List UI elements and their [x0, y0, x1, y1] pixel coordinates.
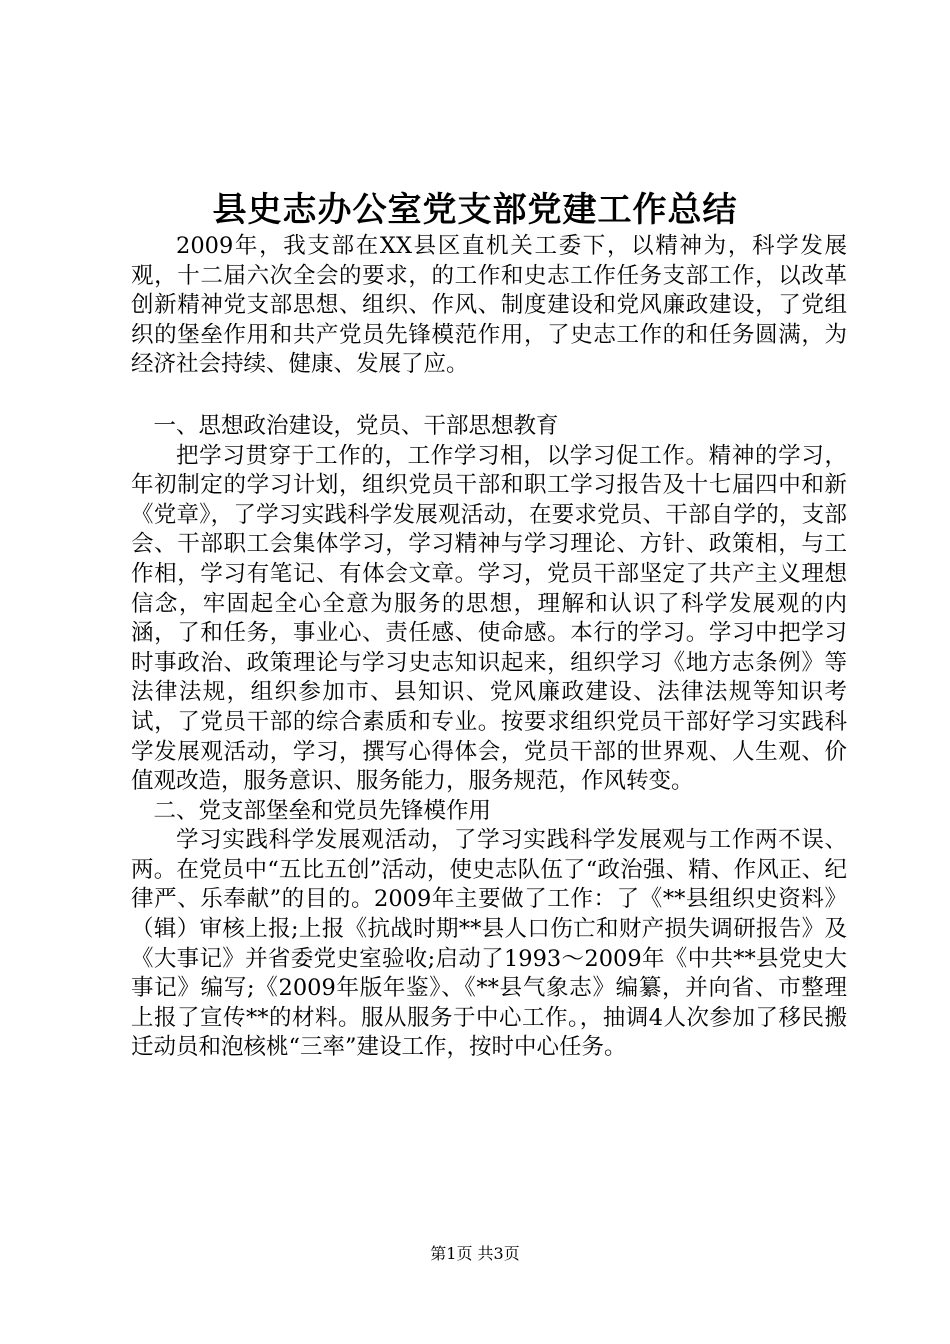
document-body	[131, 232, 847, 1063]
section-paragraph-2: 学习实践科学发展观活动，了学习实践科学发展观与工作两不误、两。在党员中“五比五创”活动，使史志队伍了“政治强、精、作风正、纪律严、乐奉献”的目的。2009年主要做了工作：了《**县组织史资料》（辑）审核上报;上报《抗战时期**县人口伤亡和财产损失调研报告》及《大事记》并省委党史室验收;启动了1993～2009年《中共**县党史大事记》编写;《2009年版年鉴》、《**县气象志》编纂，并向省、市整理上报了宣传**的材料。服从服务于中心工作。，抽调4人次参加了移民搬迁动员和泡核桃“三率”建设工作，按时中心任务。	[131, 827, 847, 1061]
document-title: 县史志办公室党支部党建工作总结	[212, 190, 738, 230]
intro-paragraph: 2009年，我支部在XX县区直机关工委下，以精神为，科学发展观，十二届六次全会的要求，的工作和史志工作任务支部工作，以改革创新精神党支部思想、组织、作风、制度建设和党风廉政建设，了党组织的堡垒作用和共产党员先锋模范作用，了史志工作的和任务圆满，为经济社会持续、健康、发展了应。	[131, 233, 847, 378]
page-number-footer: 第1页 共3页	[430, 1244, 520, 1263]
section-paragraph-1: 把学习贯穿于工作的，工作学习相，以学习促工作。精神的学习，年初制定的学习计划，组织党员干部和职工学习报告及十七届四中和新《党章》，了学习实践科学发展观活动，在要求党员、干部自学的，支部会、干部职工会集体学习，学习精神与学习理论、方针、政策相，与工作相，学习有笔记、有体会文章。学习，党员干部坚定了共产主义理想信念，牢固起全心全意为服务的思想，理解和认识了科学发展观的内涵，了和任务，事业心、责任感、使命感。本行的学习。学习中把学习时事政治、政策理论与学习史志知识起来，组织学习《地方志条例》等法律法规，组织参加市、县知识、党风廉政建设、法律法规等知识考试，了党员干部的综合素质和专业。按要求组织党员干部好学习实践科学发展观活动，学习，撰写心得体会，党员干部的世界观、人生观、价值观改造，服务意识、服务能力，服务规范，作风转变。	[131, 442, 847, 795]
section-heading-2: 二、党支部堡垒和党员先锋模作用	[153, 797, 492, 824]
section-heading-1: 一、思想政治建设，党员、干部思想教育	[153, 412, 559, 439]
